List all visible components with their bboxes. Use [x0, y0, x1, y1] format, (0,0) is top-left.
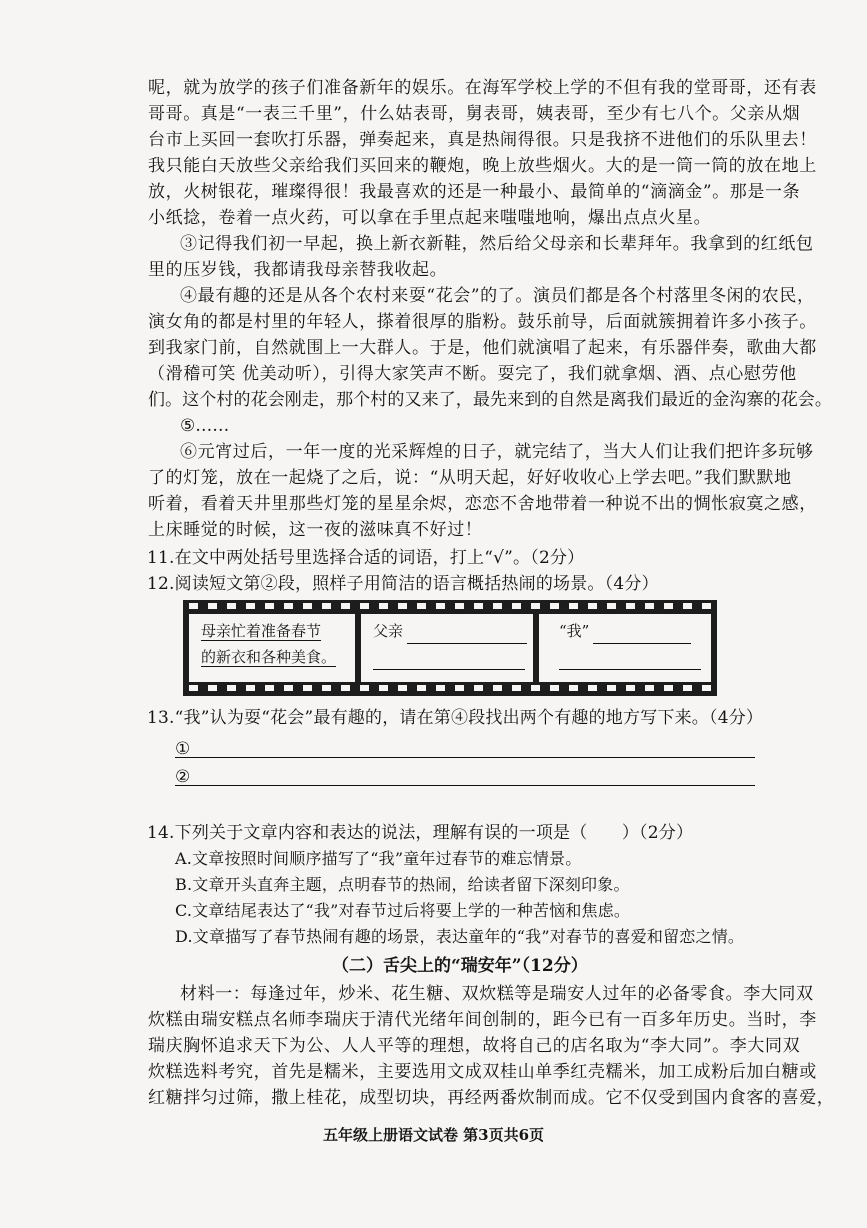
passage-line: 呢，就为放学的孩子们准备新年的娱乐。在海军学校上学的不但有我的堂哥哥，还有表	[148, 78, 817, 98]
example-answer-line-2: 的新衣和各种美食。	[201, 648, 337, 666]
option-a[interactable]: A.文章按照时间顺序描写了“我”童年过春节的难忘情景。	[175, 849, 582, 868]
page-footer: 五年级上册语文试卷 第3页共6页	[322, 1126, 545, 1144]
q13-answer-line-2[interactable]	[175, 785, 755, 786]
passage-line: 里的压岁钱，我都请我母亲替我收起。	[148, 260, 448, 280]
option-c[interactable]: C.文章结尾表达了“我”对春节过后将要上学的一种苦恼和焦虑。	[175, 901, 631, 920]
film-sprocket-holes	[189, 685, 711, 693]
passage-line: 上床睡觉的时候，这一夜的滋味真不好过！	[148, 520, 483, 540]
question-13: 13.“我”认为耍“花会”最有趣的，请在第④段找出两个有趣的地方写下来。（4分）	[147, 708, 764, 728]
material-1-line: 红糖拌匀过筛，撒上桂花，成型切块，再经两番炊制而成。它不仅受到国内食客的喜爱，	[148, 1088, 835, 1108]
option-b[interactable]: B.文章开头直奔主题，点明春节的热闹，给读者留下深刻印象。	[175, 875, 630, 894]
paragraph-6: ⑥元宵过后，一年一度的光采辉煌的日子，就完结了，当大人们让我们把许多玩够	[180, 442, 814, 462]
material-1-line: 炊糕选料考究，首先是糯米，主要选用文成双桂山单季红壳糯米，加工成粉后加白糖或	[148, 1062, 817, 1082]
film-strip-answer-box	[183, 600, 717, 696]
material-1-line: 瑞庆胸怀追求天下为公、人人平等的理想，故将自己的店名取为“李大同”。李大同双	[148, 1036, 801, 1056]
material-1-line: 炊糕由瑞安糕点名师李瑞庆于清代光绪年间创制的，距今已有一百多年历史。当时，李	[148, 1010, 817, 1030]
passage-line: 放，火树银花，璀璨得很！我最喜欢的还是一种最小、最简单的“滴滴金”。那是一条	[148, 182, 801, 202]
passage-line: 小纸捻，卷着一点火药，可以拿在手里点起来嗤嗤地响，爆出点点火星。	[148, 208, 712, 228]
passage-line: 演女角的都是村里的年轻人，搽着很厚的脂粉。鼓乐前导，后面就簇拥着许多小孩子。	[148, 312, 817, 332]
question-12: 12.阅读短文第②段，照样子用简洁的语言概括热闹的场景。（4分）	[147, 574, 659, 594]
question-14: 14.下列关于文章内容和表达的说法，理解有误的一项是（ ）（2分）	[147, 823, 694, 843]
question-11: 11.在文中两处括号里选择合适的词语，打上“√”。（2分）	[147, 548, 585, 568]
passage-line: 们。这个村的花会刚走，那个村的又来了，最先来到的自然是离我们最近的金沟寨的花会。	[148, 390, 832, 410]
answer-marker-1: ①	[175, 739, 191, 759]
passage-line: 哥哥。真是“一表三千里”，什么姑表哥，舅表哥，姨表哥，至少有七八个。父亲从烟	[148, 104, 801, 124]
film-frame-me	[539, 614, 711, 682]
me-label: “我”	[559, 622, 590, 640]
father-label: 父亲	[373, 622, 404, 640]
passage-line: 了的灯笼，放在一起烧了之后，说：“从明天起，好好收收心上学去吧。”我们默默地	[148, 468, 792, 488]
material-1-line: 材料一：每逢过年，炒米、花生糖、双炊糕等是瑞安人过年的必备零食。李大同双	[180, 984, 814, 1004]
section-title: （二）舌尖上的“瑞安年”（12分）	[332, 956, 588, 976]
film-sprocket-holes	[189, 603, 711, 611]
q13-answer-line-1[interactable]	[175, 757, 755, 758]
passage-line: 听着，看着天井里那些灯笼的星星余烬，恋恋不舍地带着一种说不出的惆怅寂寞之感，	[148, 494, 817, 514]
film-frame-example	[189, 614, 355, 682]
paragraph-3: ③记得我们初一早起，换上新衣新鞋，然后给父母亲和长辈拜年。我拿到的红纸包	[180, 234, 814, 254]
example-answer-line-1: 母亲忙着准备春节	[201, 622, 322, 640]
passage-line: 台市上买回一套吹打乐器，弹奏起来，真是热闹得很。只是我挤不进他们的乐队里去！	[148, 130, 817, 150]
passage-line: 我只能白天放些父亲给我们买回来的鞭炮，晚上放些烟火。大的是一筒一筒的放在地上	[148, 156, 817, 176]
option-d[interactable]: D.文章描写了春节热闹有趣的场景，表达童年的“我”对春节的喜爱和留恋之情。	[175, 927, 745, 946]
me-answer-blank-2[interactable]	[559, 669, 701, 670]
paragraph-4: ④最有趣的还是从各个农村来耍“花会”的了。演员们都是各个村落里冬闲的农民，	[180, 286, 815, 306]
film-frame-father	[361, 614, 533, 682]
father-answer-blank-2[interactable]	[373, 669, 525, 670]
passage-line: 到我家门前，自然就围上一大群人。于是，他们就演唱了起来，有乐器伴奏，歌曲大都	[148, 338, 817, 358]
word-choice-line: （滑稽可笑 优美动听），引得大家笑声不断。耍完了，我们就拿烟、酒、点心慰劳他	[148, 364, 797, 384]
answer-marker-2: ②	[175, 767, 191, 787]
paragraph-5: ⑤……	[180, 416, 230, 436]
